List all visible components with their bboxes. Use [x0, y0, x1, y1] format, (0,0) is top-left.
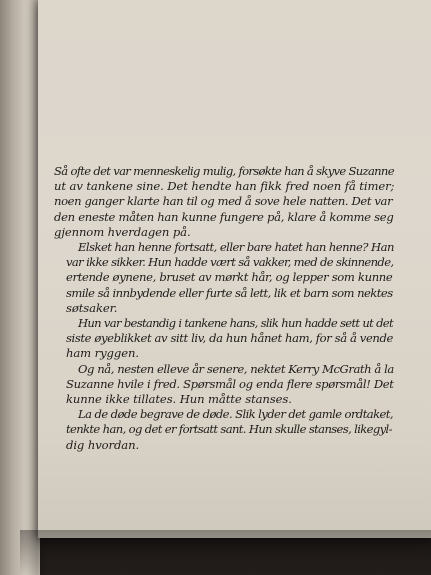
text-line: Suzanne hvile i fred. Spørsmål og enda flere spørsmål! Det	[66, 376, 394, 391]
text-line: ut av tankene sine. Det hendte han fikk fred noen få timer;	[54, 179, 395, 194]
text-line: ertende øynene, bruset av mørkt hår, og lepper som kunne	[66, 270, 393, 285]
text-line: siste øyeblikket av sitt liv, da hun hånet ham, for så å vende	[66, 331, 393, 346]
text-line: Så ofte det var menneskelig mulig, forsøkte han å skyve Suzanne	[54, 164, 394, 178]
paragraph-4	[54, 362, 394, 408]
body-text	[54, 164, 394, 453]
text-line: søtsaker.	[66, 300, 118, 315]
text-line: Og nå, nesten elleve år senere, nektet Kerry McGrath å la	[78, 361, 394, 376]
paragraph-5	[54, 407, 394, 453]
text-line: La de døde begrave de døde. Slik lyder det gamle ordtaket,	[78, 407, 393, 422]
paragraph-2	[54, 240, 394, 316]
text-line: tenkte han, og det er fortsatt sant. Hun skulle stanses, likegyl-	[66, 422, 392, 437]
text-line: kunne ikke tillates. Hun måtte stanses.	[66, 392, 292, 407]
paragraph-3	[54, 316, 394, 362]
text-line: var ikke sikker. Hun hadde vært så vakker, med de skinnende,	[66, 255, 394, 270]
text-line: ham ryggen.	[66, 346, 139, 361]
page-bottom-shadow	[20, 530, 431, 575]
paragraph-1	[54, 164, 394, 240]
text-line: Hun var bestandig i tankene hans, slik hun hadde sett ut det	[78, 316, 393, 331]
text-line: dig hvordan.	[66, 437, 140, 452]
text-line: smile så innbydende eller furte så lett, lik et barn som nektes	[66, 285, 393, 300]
text-line: Elsket han henne fortsatt, eller bare hatet han henne? Han	[78, 240, 394, 255]
text-line: den eneste måten han kunne fungere på, klare å komme seg	[54, 209, 394, 224]
text-line: gjennom hverdagen på.	[54, 224, 191, 239]
text-line: noen ganger klarte han til og med å sove hele natten. Det var	[54, 194, 393, 209]
